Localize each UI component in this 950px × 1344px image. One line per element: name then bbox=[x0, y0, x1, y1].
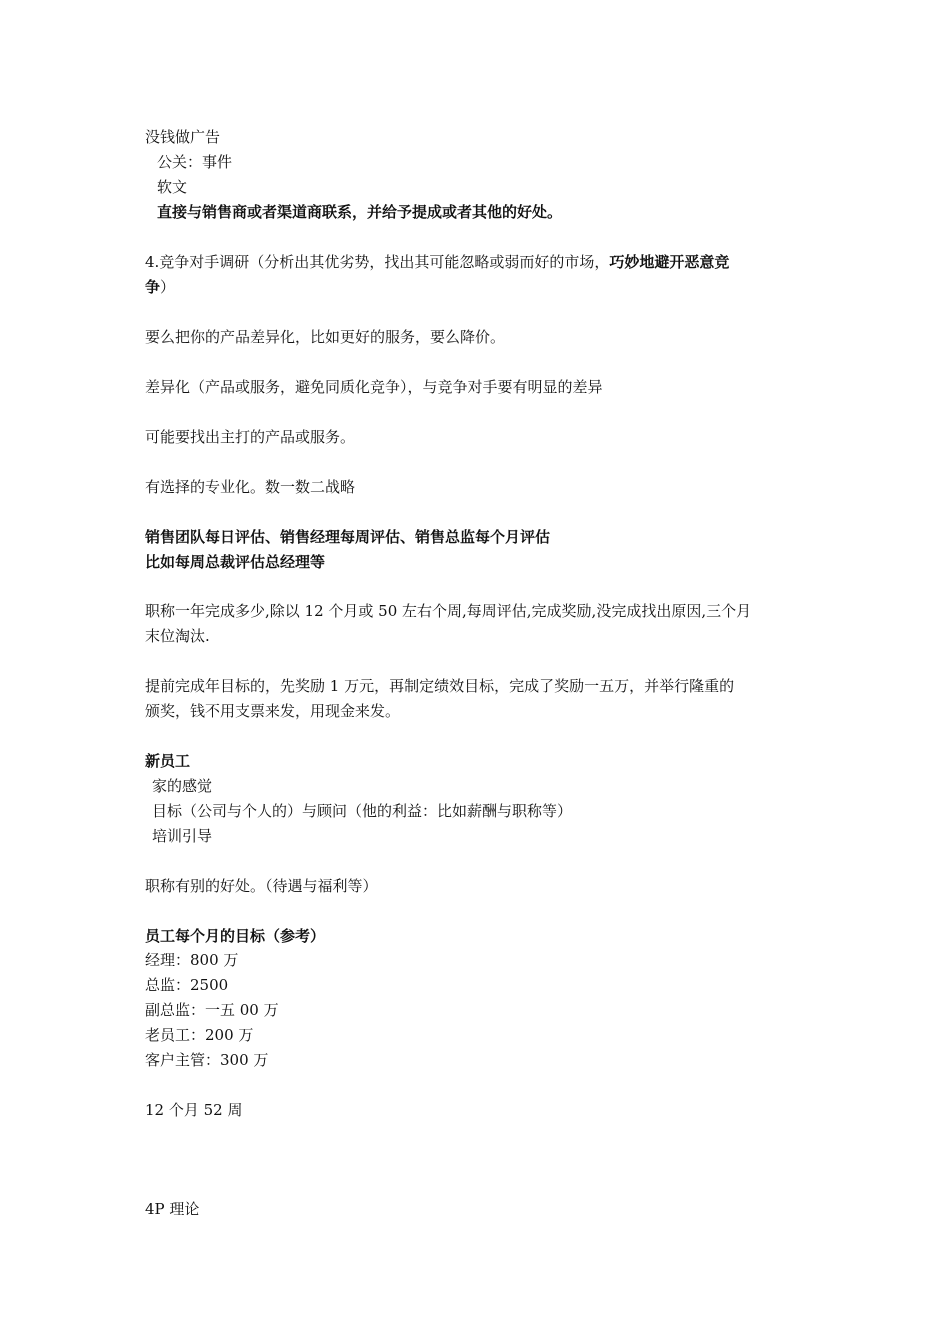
text-line bbox=[145, 252, 729, 272]
text-line: 没钱做广告 bbox=[145, 128, 221, 146]
text-line: 公关：事件 bbox=[157, 153, 233, 171]
bold-text-span: 争 bbox=[145, 278, 161, 296]
text-line: 末位淘汰. bbox=[145, 627, 210, 645]
text-line: 可能要找出主打的产品或服务。 bbox=[145, 428, 356, 446]
text-line: 要么把你的产品差异化，比如更好的服务，要么降价。 bbox=[145, 328, 506, 346]
text-line: 提前完成年目标的，先奖励 1 万元，再制定绩效目标，完成了奖励一五万，并举行隆重的 bbox=[145, 677, 735, 695]
text-line: 4P 理论 bbox=[145, 1200, 200, 1218]
text-line: 12 个月 52 周 bbox=[145, 1101, 243, 1119]
text-line: 老员工：200 万 bbox=[145, 1026, 254, 1044]
text-line: 有选择的专业化。数一数二战略 bbox=[145, 478, 356, 496]
bold-text-line: 比如每周总裁评估总经理等 bbox=[145, 553, 326, 571]
text-line: 培训引导 bbox=[152, 827, 213, 845]
text-line bbox=[145, 277, 175, 297]
text-line: 颁奖，钱不用支票来发，用现金来发。 bbox=[145, 702, 401, 720]
text-line: 职称一年完成多少,除以 12 个月或 50 左右个周,每周评估,完成奖励,没完成找出原因,三个月 bbox=[145, 602, 752, 620]
bold-text-line: 销售团队每日评估、销售经理每周评估、销售总监每个月评估 bbox=[145, 528, 551, 546]
text-line: 客户主管：300 万 bbox=[145, 1051, 269, 1069]
text-line: 职称有别的好处。（待遇与福利等） bbox=[145, 877, 378, 895]
bold-text-line: 直接与销售商或者渠道商联系，并给予提成或者其他的好处。 bbox=[157, 203, 563, 221]
section-heading: 新员工 bbox=[145, 752, 191, 770]
text-line: 经理：800 万 bbox=[145, 951, 239, 969]
text-line: 软文 bbox=[157, 178, 188, 196]
text-line: 差异化（产品或服务，避免同质化竞争），与竞争对手要有明显的差异 bbox=[145, 378, 603, 396]
text-span: ） bbox=[160, 278, 176, 296]
text-line: 家的感觉 bbox=[152, 777, 213, 795]
text-line: 目标（公司与个人的）与顾问（他的利益：比如薪酬与职称等） bbox=[152, 802, 573, 820]
section-heading: 员工每个月的目标（参考） bbox=[145, 927, 326, 945]
text-line: 副总监：一五 00 万 bbox=[145, 1001, 279, 1019]
text-span: 4.竞争对手调研（分析出其优劣势，找出其可能忽略或弱而好的市场， bbox=[145, 253, 610, 271]
bold-text-span: 巧妙地避开恶意竞 bbox=[609, 253, 730, 271]
text-line: 总监：2500 bbox=[145, 976, 229, 994]
